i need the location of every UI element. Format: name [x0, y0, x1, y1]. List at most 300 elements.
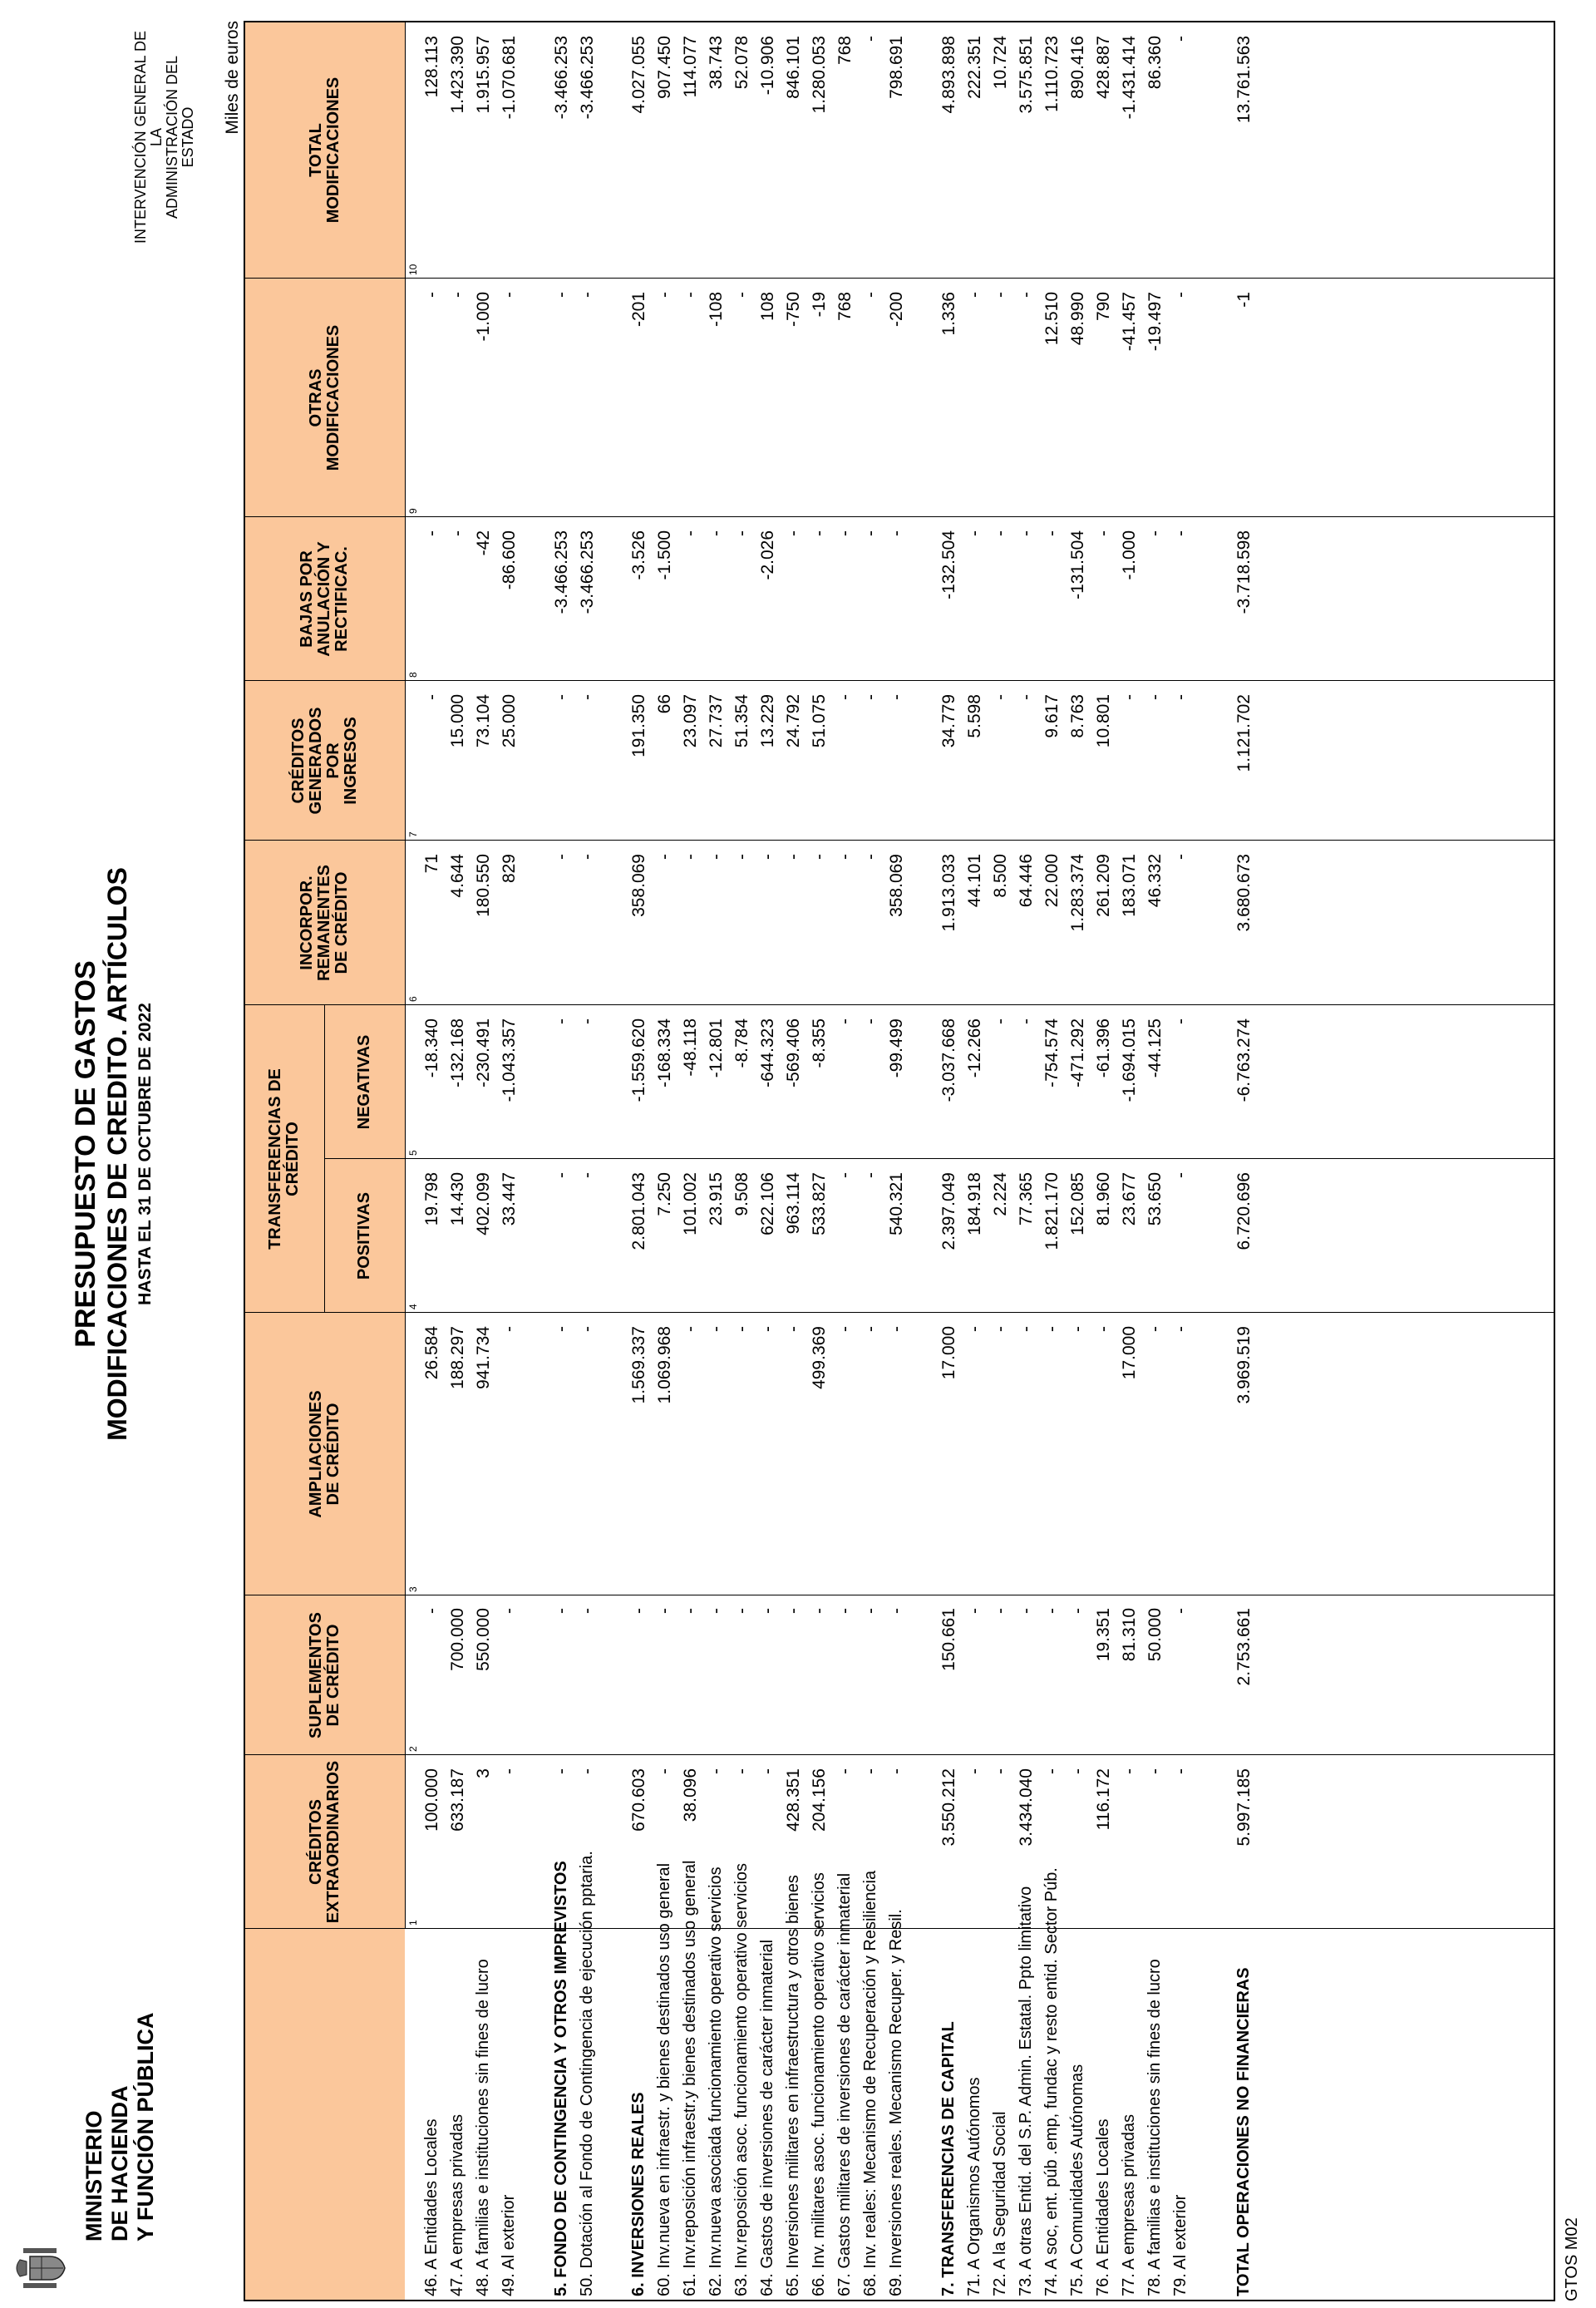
- table-cell: -1.000: [1120, 530, 1139, 580]
- table-cell: -1.694.015: [1120, 1018, 1139, 1102]
- table-cell: -3.466.253: [578, 530, 597, 614]
- table-cell: 180.550: [474, 854, 493, 917]
- table-cell: 48.990: [1068, 292, 1087, 346]
- row-label: 48. A familias e instituciones sin fines de lucro: [474, 1959, 492, 2296]
- column-number: 9: [407, 508, 419, 514]
- table-cell: 108: [758, 292, 777, 322]
- table-cell: -: [861, 694, 880, 700]
- table-cell: -3.466.253: [552, 530, 571, 614]
- page-title: PRESUPUESTO DE GASTOS: [70, 960, 101, 1348]
- header-line: EXTRAORDINARIOS: [323, 1760, 342, 1924]
- org-line: ADMINISTRACIÓN DEL ESTADO: [164, 55, 196, 219]
- table-cell: 71: [422, 854, 441, 874]
- table-cell: -3.037.668: [939, 1018, 958, 1102]
- table-cell: -3.466.253: [578, 36, 597, 120]
- table-cell: 66: [655, 694, 674, 714]
- row-label: 71. A Organismos Autónomos: [965, 2077, 983, 2296]
- table-cell: -: [552, 1172, 571, 1178]
- table-cell: 3: [474, 1768, 493, 1778]
- table-cell: -61.396: [1094, 1018, 1113, 1078]
- table-cell: -: [835, 1608, 855, 1614]
- header-line: INCORPOR.: [298, 875, 316, 970]
- table-cell: -48.118: [681, 1018, 700, 1077]
- table-cell: 1.110.723: [1042, 36, 1062, 112]
- table-cell: -: [629, 1608, 648, 1614]
- table-cell: 700.000: [448, 1608, 467, 1671]
- table-cell: 5.997.185: [1234, 1768, 1254, 1847]
- table-cell: 790: [1094, 292, 1113, 322]
- table-cell: -: [965, 1768, 984, 1774]
- table-cell: -: [1145, 1326, 1165, 1332]
- table-cell: -: [552, 854, 571, 860]
- table-cell: -: [681, 1326, 700, 1332]
- table-cell: 204.156: [810, 1768, 829, 1832]
- table-cell: 222.351: [965, 36, 984, 99]
- header-negativas: [324, 1005, 405, 1159]
- table-cell: 4.644: [448, 854, 467, 898]
- table-cell: 2.801.043: [629, 1172, 648, 1250]
- table-cell: -: [1068, 1768, 1087, 1774]
- table-cell: -: [1145, 530, 1165, 536]
- page-date: HASTA EL 31 DE OCTUBRE DE 2022: [135, 1003, 155, 1305]
- header-line: TOTAL: [306, 123, 325, 177]
- table-cell: -: [1171, 1018, 1190, 1024]
- table-cell: -: [1094, 530, 1113, 536]
- table-cell: 768: [835, 292, 855, 322]
- table-cell: 34.779: [939, 694, 958, 748]
- org-line: INTERVENCIÓN GENERAL DE LA: [132, 30, 165, 244]
- header-line: BAJAS POR: [298, 550, 316, 648]
- table-cell: 53.650: [1145, 1172, 1165, 1226]
- table-cell: -: [732, 530, 751, 536]
- row-label: 47. A empresas privadas: [448, 2113, 466, 2296]
- table-cell: 1.121.702: [1234, 694, 1254, 772]
- table-cell: -1.500: [655, 530, 674, 580]
- table-cell: 9.617: [1042, 694, 1062, 738]
- table-cell: 5.598: [965, 694, 984, 738]
- table-cell: 2.753.661: [1234, 1608, 1254, 1686]
- table-cell: -19.497: [1145, 292, 1165, 352]
- table-cell: -: [552, 292, 571, 298]
- table-cell: -: [578, 1018, 597, 1024]
- column-number: 8: [407, 672, 419, 678]
- table-cell: 46.332: [1145, 854, 1165, 908]
- row-label: 77. A empresas privadas: [1120, 2113, 1138, 2296]
- table-cell: 17.000: [939, 1326, 958, 1380]
- table-cell: -: [732, 1768, 751, 1774]
- table-cell: -750: [784, 292, 803, 328]
- table-cell: 798.691: [887, 36, 906, 99]
- table-cell: -: [1017, 1326, 1036, 1332]
- table-cell: -: [1145, 1768, 1165, 1774]
- table-cell: -: [422, 694, 441, 700]
- table-cell: 8.763: [1068, 694, 1087, 738]
- table-cell: 3.575.851: [1017, 36, 1036, 114]
- table-cell: -: [578, 694, 597, 700]
- table-cell: 10.801: [1094, 694, 1113, 748]
- table-cell: -2.026: [758, 530, 777, 580]
- table-cell: 358.069: [887, 854, 906, 917]
- table-cell: -: [578, 1172, 597, 1178]
- row-label: 73. A otras Entid. del S.P. Admin. Estatal. Ppto limitativo: [1017, 1886, 1035, 2296]
- table-cell: -44.125: [1145, 1018, 1165, 1078]
- table-cell: -: [655, 1608, 674, 1614]
- table-cell: 15.000: [448, 694, 467, 748]
- coat-of-arms-icon: [15, 2245, 68, 2291]
- table-cell: 50.000: [1145, 1608, 1165, 1662]
- table-cell: -: [965, 292, 984, 298]
- table-cell: -: [732, 1326, 751, 1332]
- table-cell: -: [861, 1326, 880, 1332]
- header-suplementos: [244, 1595, 405, 1755]
- table-cell: 51.075: [810, 694, 829, 748]
- table-cell: -: [1042, 1326, 1062, 1332]
- header-incorporacion: [244, 841, 405, 1005]
- table-cell: -41.457: [1120, 292, 1139, 352]
- row-label: 50. Dotación al Fondo de Contingencia de ejecución pptaria.: [578, 1851, 596, 2296]
- table-cell: -201: [629, 292, 648, 328]
- table-cell: 402.099: [474, 1172, 493, 1235]
- table-cell: 73.104: [474, 694, 493, 748]
- table-cell: 1.423.390: [448, 36, 467, 114]
- table-cell: 188.297: [448, 1326, 467, 1389]
- table-cell: -42: [474, 530, 493, 556]
- table-cell: -: [758, 1608, 777, 1614]
- table-cell: -: [1042, 530, 1062, 536]
- table-cell: -754.574: [1042, 1018, 1062, 1087]
- table-cell: 81.310: [1120, 1608, 1139, 1662]
- table-cell: -: [552, 1018, 571, 1024]
- table-cell: -: [991, 1768, 1010, 1774]
- column-number: 5: [407, 1150, 419, 1156]
- table-cell: 51.354: [732, 694, 751, 748]
- table-cell: 768: [835, 36, 855, 66]
- table-cell: -: [578, 1768, 597, 1774]
- table-cell: -: [1017, 530, 1036, 536]
- table-cell: 8.500: [991, 854, 1010, 898]
- table-cell: -1.431.414: [1120, 36, 1139, 120]
- header-line: SUPLEMENTOS: [306, 1612, 325, 1738]
- table-cell: -: [422, 292, 441, 298]
- table-cell: -: [732, 854, 751, 860]
- table-cell: -168.334: [655, 1018, 674, 1087]
- table-cell: -471.292: [1068, 1018, 1087, 1087]
- table-cell: -19: [810, 292, 829, 318]
- table-cell: -: [578, 292, 597, 298]
- table-cell: 633.187: [448, 1768, 467, 1832]
- table-cell: 1.915.957: [474, 36, 493, 114]
- table-cell: -1.000: [474, 292, 493, 342]
- table-cell: 907.450: [655, 36, 674, 99]
- header-bajas: [244, 517, 405, 681]
- header-positivas: [324, 1159, 405, 1313]
- table-cell: -: [707, 1326, 726, 1332]
- table-cell: -: [1171, 292, 1190, 298]
- header-total: [244, 22, 405, 279]
- table-cell: -: [887, 1768, 906, 1774]
- table-cell: -: [810, 1608, 829, 1614]
- table-cell: 23.915: [707, 1172, 726, 1226]
- table-cell: -: [758, 1768, 777, 1774]
- table-cell: -: [835, 1768, 855, 1774]
- row-label: 68. Inv. reales: Mecanismo de Recuperación y Resiliencia: [861, 1870, 879, 2296]
- table-cell: -: [552, 1608, 571, 1614]
- row-label: 46. A Entidades Locales: [422, 2118, 441, 2296]
- table-cell: -: [965, 1608, 984, 1614]
- table-cell: 1.821.170: [1042, 1172, 1062, 1250]
- table-cell: 77.365: [1017, 1172, 1036, 1226]
- table-cell: 1.569.337: [629, 1326, 648, 1404]
- table-cell: -: [861, 1172, 880, 1178]
- table-cell: -644.323: [758, 1018, 777, 1087]
- header-line: TRANSFERENCIAS DE: [266, 1068, 284, 1250]
- table-cell: -200: [887, 292, 906, 328]
- table-cell: 4.027.055: [629, 36, 648, 114]
- header-line: REMANENTES: [315, 865, 333, 982]
- table-cell: 10.724: [991, 36, 1010, 90]
- table-cell: 622.106: [758, 1172, 777, 1235]
- row-label: 60. Inv.nueva en infraestr. y bienes destinados uso general: [655, 1862, 673, 2296]
- table-cell: -: [1120, 1768, 1139, 1774]
- table-cell: 81.960: [1094, 1172, 1113, 1226]
- table-cell: -: [655, 854, 674, 860]
- table-cell: -132.504: [939, 530, 958, 599]
- table-cell: -: [448, 530, 467, 536]
- table-cell: -: [810, 530, 829, 536]
- table-cell: -: [500, 1768, 519, 1774]
- table-cell: -: [500, 1326, 519, 1332]
- table-cell: -: [991, 1018, 1010, 1024]
- table-cell: -: [1068, 1608, 1087, 1614]
- table-cell: -: [1120, 694, 1139, 700]
- table-cell: -: [422, 1608, 441, 1614]
- row-label: 65. Inversiones militares en infraestructura y otros bienes: [784, 1875, 802, 2296]
- table-cell: -: [578, 1608, 597, 1614]
- table-cell: -8.784: [732, 1018, 751, 1068]
- table-cell: -: [681, 1608, 700, 1614]
- table-cell: -: [552, 1326, 571, 1332]
- table-cell: -: [835, 1018, 855, 1024]
- table-cell: 52.078: [732, 36, 751, 90]
- table-cell: -: [1145, 694, 1165, 700]
- table-cell: 550.000: [474, 1608, 493, 1671]
- table-cell: 2.397.049: [939, 1172, 958, 1250]
- table-cell: -: [707, 854, 726, 860]
- table-cell: 1.336: [939, 292, 958, 336]
- header-line: NEGATIVAS: [355, 1034, 373, 1130]
- ministry-line: Y FUNCIÓN PÚBLICA: [133, 2012, 158, 2241]
- table-cell: -: [681, 530, 700, 536]
- header-line: DE CRÉDITO: [332, 871, 351, 974]
- table-cell: 1.069.968: [655, 1326, 674, 1404]
- column-number: 2: [407, 1746, 419, 1752]
- table-cell: -: [707, 530, 726, 536]
- table-cell: 846.101: [784, 36, 803, 99]
- page-subtitle: MODIFICACIONES DE CREDITO. ARTÍCULOS: [102, 867, 132, 1441]
- table-cell: -: [681, 854, 700, 860]
- header-generados: [244, 681, 405, 841]
- table-cell: 64.446: [1017, 854, 1036, 908]
- row-label: 62. Inv.nueva asociada funcionamiento operativo servicios: [707, 1867, 725, 2296]
- table-cell: 101.002: [681, 1172, 700, 1235]
- table-cell: -3.718.598: [1234, 530, 1254, 614]
- table-cell: 13.229: [758, 694, 777, 748]
- table-cell: -: [1171, 854, 1190, 860]
- table-cell: -: [500, 1608, 519, 1614]
- table-cell: -: [861, 530, 880, 536]
- header-line: RECTIFICAC.: [332, 546, 351, 652]
- row-label: 79. Al exterior: [1171, 2194, 1190, 2296]
- table-cell: 3.550.212: [939, 1768, 958, 1847]
- table-cell: -: [1017, 1018, 1036, 1024]
- row-label: 66. Inv. militares asoc. funcionamiento operativo servicios: [810, 1872, 828, 2296]
- table-cell: 128.113: [422, 36, 441, 98]
- table-cell: -108: [707, 292, 726, 328]
- table-cell: 22.000: [1042, 854, 1062, 908]
- row-label: 7. TRANSFERENCIAS DE CAPITAL: [939, 2021, 958, 2296]
- table-cell: -: [758, 1326, 777, 1332]
- header-line: OTRAS: [306, 368, 325, 427]
- header-line: AMPLIACIONES: [306, 1390, 325, 1518]
- table-cell: -: [887, 1608, 906, 1614]
- table-cell: -1.559.620: [629, 1018, 648, 1102]
- table-cell: -: [835, 1326, 855, 1332]
- header-line: MODIFICACIONES: [323, 76, 342, 224]
- table-cell: -: [1042, 1608, 1062, 1614]
- header-otras: [244, 279, 405, 517]
- table-cell: -: [707, 1608, 726, 1614]
- table-cell: -: [861, 292, 880, 298]
- table-cell: 261.209: [1094, 854, 1113, 917]
- table-cell: -: [887, 694, 906, 700]
- table-cell: 33.447: [500, 1172, 519, 1226]
- header-line: POR: [323, 742, 342, 779]
- table-cell: -99.499: [887, 1018, 906, 1078]
- row-label: 75. A Comunidades Autónomas: [1068, 2064, 1086, 2296]
- table-cell: -: [552, 694, 571, 700]
- row-label: 49. Al exterior: [500, 2194, 518, 2296]
- table-cell: -: [500, 292, 519, 298]
- table-cell: -: [861, 1768, 880, 1774]
- table-cell: 150.661: [939, 1608, 958, 1671]
- table-cell: -: [578, 1326, 597, 1332]
- header-line: POSITIVAS: [355, 1191, 373, 1280]
- row-label: 78. A familias e instituciones sin fines de lucro: [1145, 1959, 1164, 2296]
- column-number: 3: [407, 1586, 419, 1592]
- table-cell: -: [681, 292, 700, 298]
- table-cell: -12.266: [965, 1018, 984, 1078]
- table-cell: -: [835, 694, 855, 700]
- table-cell: -: [448, 292, 467, 298]
- header-line: INGRESOS: [341, 717, 360, 805]
- table-cell: -: [784, 1326, 803, 1332]
- table-cell: 24.792: [784, 694, 803, 748]
- table-cell: 183.071: [1120, 854, 1139, 917]
- row-label: 6. INVERSIONES REALES: [629, 2092, 648, 2296]
- table-cell: 191.350: [629, 694, 648, 757]
- table-cell: 670.603: [629, 1768, 648, 1832]
- table-cell: -: [965, 1326, 984, 1332]
- column-number: 6: [407, 996, 419, 1002]
- column-number: 7: [407, 831, 419, 837]
- table-cell: 86.360: [1145, 36, 1165, 90]
- table-cell: 6.720.696: [1234, 1172, 1254, 1250]
- table-cell: -: [810, 854, 829, 860]
- table-cell: 963.114: [784, 1172, 803, 1235]
- table-cell: -10.906: [758, 36, 777, 96]
- table-cell: 3.434.040: [1017, 1768, 1036, 1847]
- table-cell: -: [1171, 1608, 1190, 1614]
- table-cell: -: [1171, 694, 1190, 700]
- table-cell: -: [1017, 694, 1036, 700]
- table-cell: -3.526: [629, 530, 648, 580]
- table-cell: 184.918: [965, 1172, 984, 1235]
- row-label: 61. Inv.reposición infraestr.y bienes destinados uso general: [681, 1860, 699, 2296]
- table-cell: 17.000: [1120, 1326, 1139, 1380]
- units-label: Miles de euros: [223, 21, 242, 135]
- table-cell: -: [835, 530, 855, 536]
- row-label: 5. FONDO DE CONTINGENCIA Y OTROS IMPREVISTOS: [552, 1861, 570, 2296]
- table-cell: 1.913.033: [939, 854, 958, 932]
- row-label: 72. A la Seguridad Social: [991, 2111, 1009, 2296]
- header-transferencias: [244, 1005, 324, 1313]
- table-cell: 12.510: [1042, 292, 1062, 346]
- column-number: 1: [407, 1920, 419, 1926]
- table-cell: -: [578, 854, 597, 860]
- table-cell: -: [835, 854, 855, 860]
- row-label: 76. A Entidades Locales: [1094, 2118, 1112, 2296]
- table-cell: -: [861, 1018, 880, 1024]
- table-cell: -: [758, 854, 777, 860]
- table-cell: -132.168: [448, 1018, 467, 1087]
- header-line: GENERADOS: [306, 707, 325, 815]
- table-cell: 3.680.673: [1234, 854, 1254, 932]
- table-cell: -131.504: [1068, 530, 1087, 599]
- table-cell: -230.491: [474, 1018, 493, 1087]
- table-cell: -: [835, 1172, 855, 1178]
- table-cell: 14.430: [448, 1172, 467, 1226]
- table-cell: -: [707, 1768, 726, 1774]
- table-cell: -: [1017, 292, 1036, 298]
- table-cell: -: [991, 292, 1010, 298]
- table-cell: 1.280.053: [810, 36, 829, 114]
- table-cell: 890.416: [1068, 36, 1087, 99]
- table-cell: 2.224: [991, 1172, 1010, 1216]
- table-cell: -: [861, 36, 880, 42]
- table-cell: 7.250: [655, 1172, 674, 1216]
- table-cell: -: [655, 292, 674, 298]
- header-creditos-extraordinarios: [244, 1755, 405, 1929]
- org-name: [133, 28, 196, 246]
- table-cell: -: [1171, 36, 1190, 42]
- table-cell: 1.283.374: [1068, 854, 1087, 932]
- table-cell: -: [991, 1608, 1010, 1614]
- table-cell: 25.000: [500, 694, 519, 748]
- table-cell: -: [732, 1608, 751, 1614]
- ministry-line: DE HACIENDA: [107, 2085, 132, 2241]
- header-line: CRÉDITOS: [306, 1799, 325, 1885]
- table-cell: -6.763.274: [1234, 1018, 1254, 1102]
- table-cell: 38.743: [707, 36, 726, 90]
- table-cell: -86.600: [500, 530, 519, 590]
- table-cell: -8.355: [810, 1018, 829, 1068]
- table-cell: -: [965, 530, 984, 536]
- table-cell: 499.369: [810, 1326, 829, 1389]
- table-cell: 100.000: [422, 1768, 441, 1832]
- table-cell: -: [1171, 1768, 1190, 1774]
- header-line: DE CRÉDITO: [323, 1624, 342, 1727]
- table-cell: -: [861, 1608, 880, 1614]
